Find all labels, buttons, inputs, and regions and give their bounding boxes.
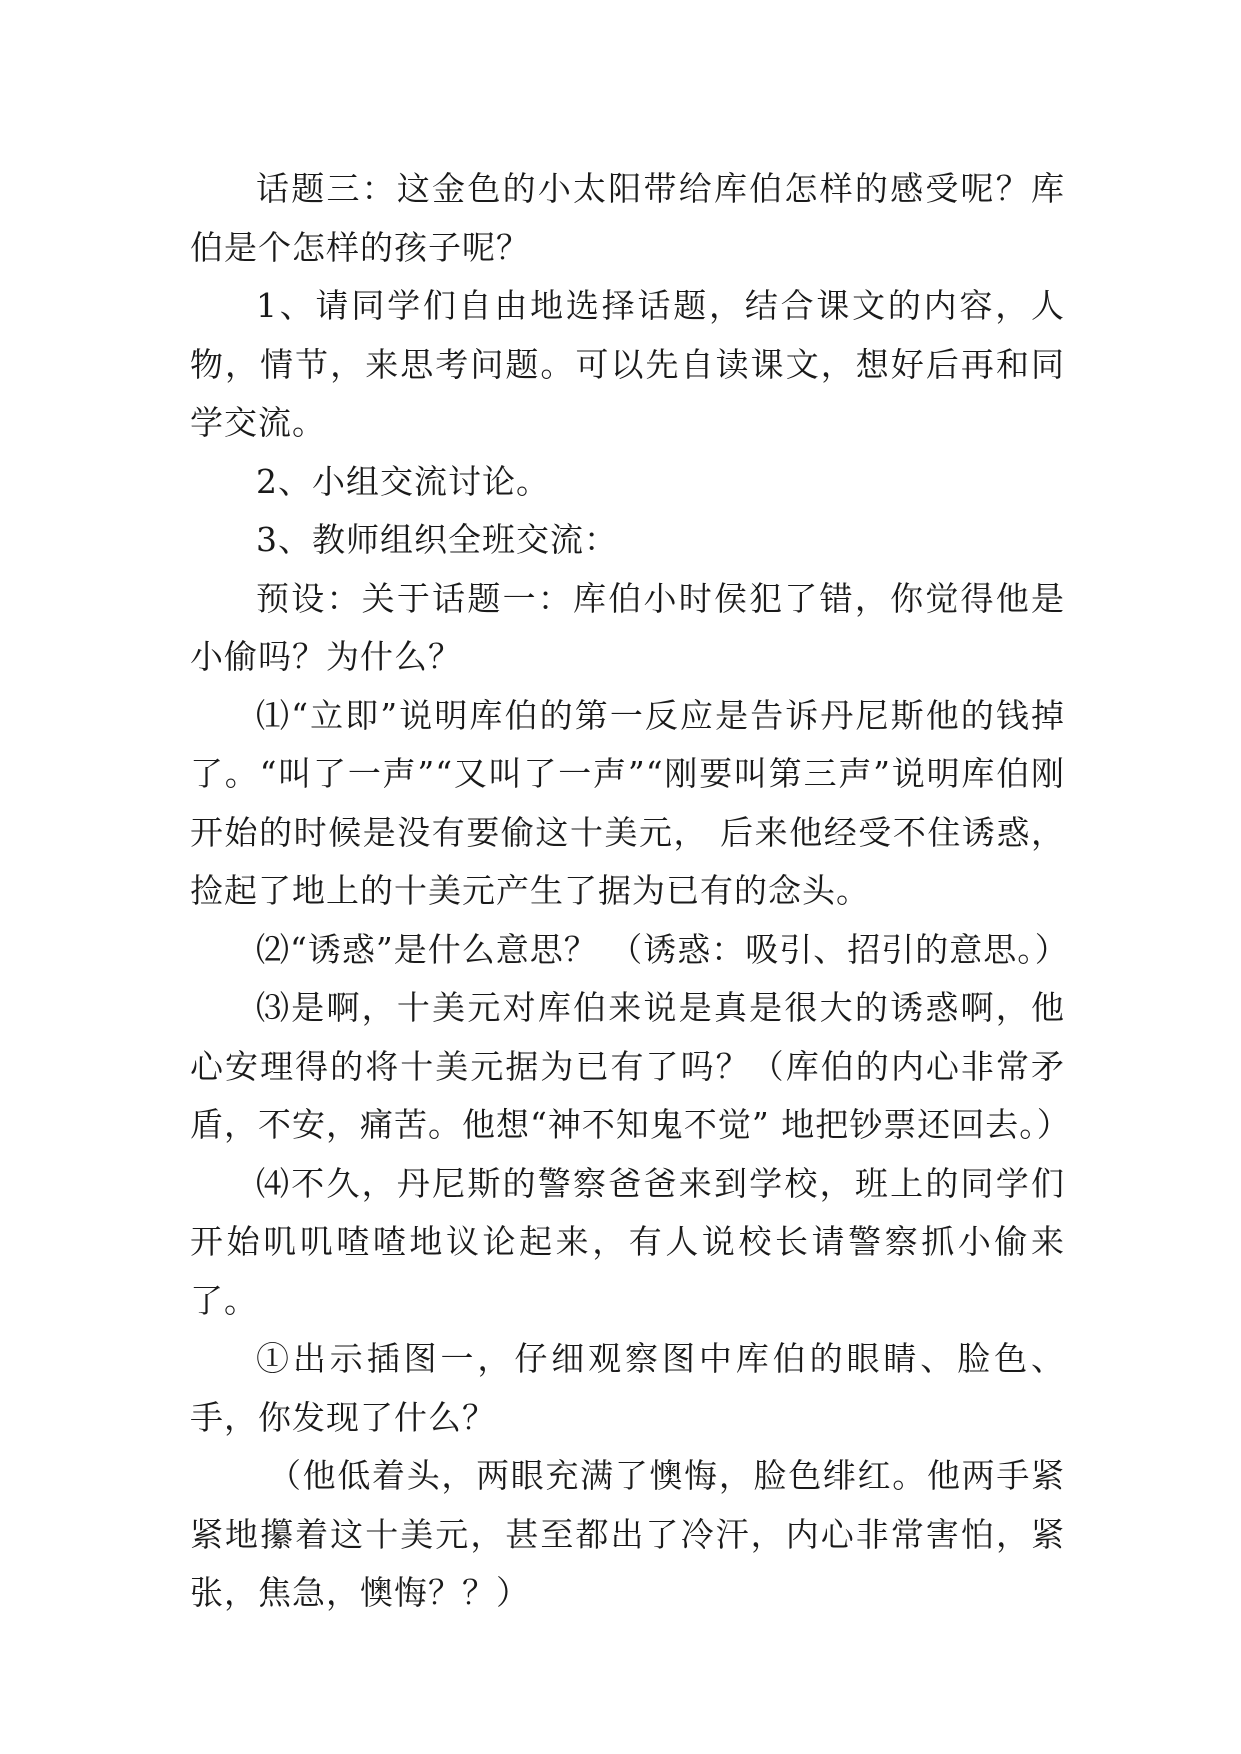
paragraph-point-3: ⑶是啊，十美元对库伯来说是真是很大的诱惑啊，他心安理得的将十美元据为已有了吗？（库伯的内心非常矛盾，不安，痛苦。他想“神不知鬼不觉” 地把钞票还回去。） <box>190 988 1071 1144</box>
paragraph-illustration: ①出示插图一，仔细观察图中库伯的眼睛、脸色、手，你发现了什么？ <box>190 1339 1065 1437</box>
paragraph-preset: 预设：关于话题一：库伯小时侯犯了错，你觉得他是小偷吗？为什么？ <box>190 578 1065 676</box>
paragraph-step-2: 2、小组交流讨论。 <box>256 461 550 501</box>
paragraph-point-2: ⑵“诱惑”是什么意思？ （诱惑：吸引、招引的意思。） <box>256 929 1069 969</box>
document-body <box>190 160 1071 1623</box>
paragraph-step-1: 1、请同学们自由地选择话题，结合课文的内容，人物，情节，来思考问题。可以先自读课文，想好后再和同学交流。 <box>190 286 1065 442</box>
paragraph-step-3: 3、教师组织全班交流： <box>256 520 618 559</box>
paragraph-answer: （他低着头，两眼充满了懊悔，脸色绯红。他两手紧紧地攥着这十美元，甚至都出了冷汗，内心非常害怕，紧张，焦急，懊悔？？） <box>190 1456 1065 1612</box>
paragraph-topic-three: 话题三：这金色的小太阳带给库伯怎样的感受呢？库伯是个怎样的孩子呢？ <box>190 169 1065 267</box>
paragraph-point-1: ⑴“立即”说明库伯的第一反应是告诉丹尼斯他的钱掉了。“叫了一声”“又叫了一声”“刚要叫第三声”说明库伯刚开始的时候是没有要偷这十美元， 后来他经受不住诱惑，捡起了地上的十美元产生了据为已有的念头。 <box>190 695 1065 910</box>
paragraph-point-4: ⑷不久，丹尼斯的警察爸爸来到学校，班上的同学们开始叽叽喳喳地议论起来，有人说校长请警察抓小偷来了。 <box>190 1163 1065 1320</box>
